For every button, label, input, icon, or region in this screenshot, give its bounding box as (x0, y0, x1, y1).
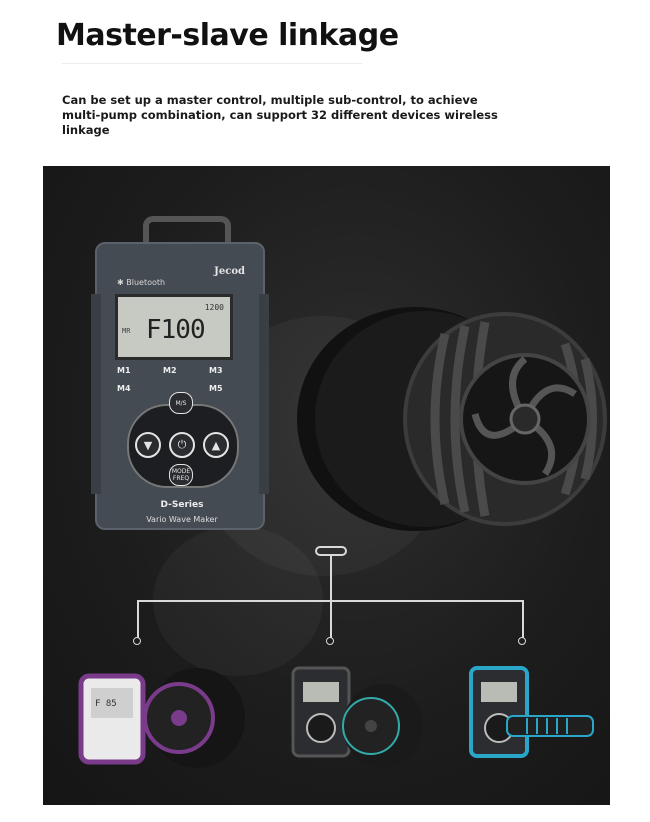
connection-indicator (315, 546, 347, 556)
bluetooth-text: Bluetooth (126, 278, 166, 287)
svg-text:F 85: F 85 (95, 699, 117, 709)
connector-line (522, 600, 524, 638)
title-divider (62, 63, 362, 64)
control-pad (127, 399, 239, 488)
mode-m2: M2 (163, 366, 177, 375)
connector-line (330, 600, 332, 638)
product-photo-panel (43, 166, 610, 805)
slave-device-purple (77, 656, 247, 776)
page-title: Master-slave linkage (56, 18, 399, 53)
bluetooth-label (117, 278, 165, 287)
slave-device-blue (467, 656, 597, 776)
mode-freq-button[interactable]: MODE FREQ (169, 464, 193, 486)
controller-body (95, 242, 265, 530)
mode-m4: M4 (117, 384, 131, 393)
product-name: Vario Wave Maker (146, 515, 218, 524)
mode-m1: M1 (117, 366, 131, 375)
connector-line (330, 556, 332, 601)
connector-line (137, 600, 139, 638)
lcd-small-readout: 1200 (204, 303, 224, 312)
mode-m3: M3 (209, 366, 223, 375)
wave-pump-image (295, 304, 610, 534)
bluetooth-icon: ✱ (117, 278, 124, 287)
brand-logo: Jecod (214, 266, 245, 277)
up-arrow-button[interactable]: ▲ (203, 432, 229, 458)
lcd-side-label: MR (122, 327, 131, 335)
series-label: D-Series (160, 500, 204, 510)
lcd-main-readout: F100 (146, 315, 205, 345)
connector-node (326, 637, 334, 645)
master-controller (95, 226, 265, 530)
left-arrow-button[interactable]: ▼ (135, 432, 161, 458)
connector-node (518, 637, 526, 645)
ms-button[interactable]: M/S (169, 392, 193, 414)
power-button[interactable]: ⏻ (169, 432, 195, 458)
side-rail (91, 294, 101, 494)
lcd-display (115, 294, 233, 360)
side-rail (259, 294, 269, 494)
connector-node (133, 637, 141, 645)
mode-m5: M5 (209, 384, 223, 393)
slave-device-black (289, 656, 429, 776)
feature-description: Can be set up a master control, multiple sub-control, to achieve multi-pump combination, can support 32 different devices wireless linkage (62, 93, 498, 137)
